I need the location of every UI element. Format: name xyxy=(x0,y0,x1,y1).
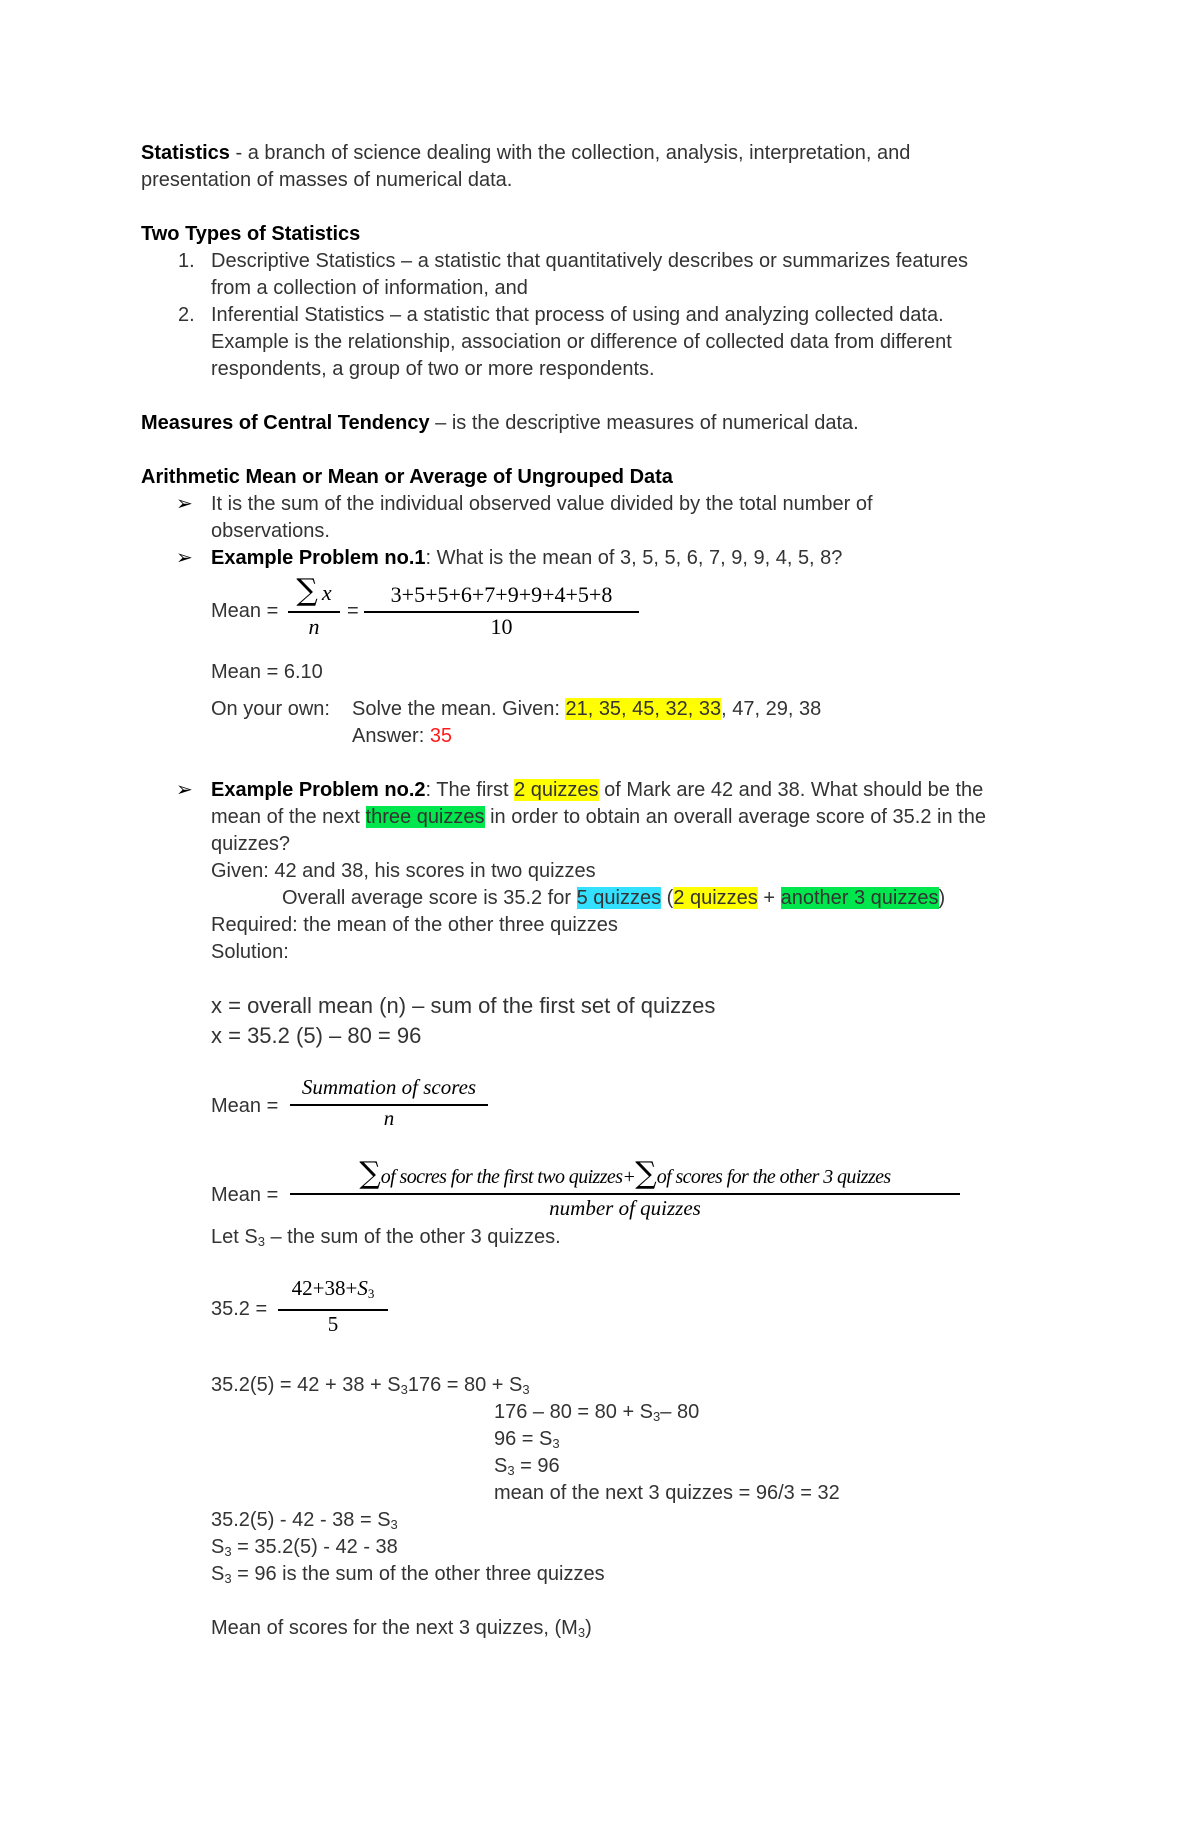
highlighted-phrase: 2 quizzes xyxy=(514,779,599,801)
fraction-bar xyxy=(288,611,340,613)
subscript: 3 xyxy=(653,1409,661,1424)
arrow-bullet-icon: ➢ xyxy=(176,493,193,515)
x-equation-2: x = 35.2 (5) – 80 = 96 xyxy=(211,1023,422,1048)
example-1-denominator: 10 xyxy=(490,614,513,639)
example-2-text: : The first xyxy=(425,779,515,801)
example-1-line xyxy=(211,545,842,572)
fraction-bar xyxy=(278,1309,388,1311)
types-heading: Two Types of Statistics xyxy=(141,223,361,245)
example-1-numerator-wrap xyxy=(364,582,639,608)
equation-left: 35.2 = xyxy=(211,1298,268,1320)
work-text: = 96 xyxy=(514,1455,560,1477)
summation-icon: ∑ xyxy=(635,1156,657,1191)
overall-text: Overall average score is 35.2 for xyxy=(282,887,577,909)
equation-denominator: 5 xyxy=(327,1312,339,1336)
long-denominator: number of quizzes xyxy=(549,1196,701,1220)
example-1-label: Example Problem no.1 xyxy=(211,547,426,569)
example-2-line-1 xyxy=(211,777,983,804)
intro-line-1 xyxy=(141,140,910,167)
summation-icon: ∑ xyxy=(296,573,318,608)
summation-denominator-wrap xyxy=(290,1106,488,1131)
subscript: 3 xyxy=(577,1625,586,1640)
s-variable: S xyxy=(357,1276,368,1300)
subscript: 3 xyxy=(367,1286,375,1301)
let-text: – the sum of the other 3 quizzes. xyxy=(264,1226,561,1248)
work-text: = 96 is the sum of the other three quizzes xyxy=(231,1563,605,1585)
bullet-1-line-1: It is the sum of the individual observed value divided by the total number of xyxy=(211,493,873,515)
work-text: = 35.2(5) - 42 - 38 xyxy=(231,1536,398,1558)
example-1-text: : What is the mean of 3, 5, 5, 6, 7, 9, 9, 4, 5, 8? xyxy=(425,547,843,569)
highlighted-phrase: another 3 quizzes xyxy=(780,887,939,909)
mean-label: Mean = xyxy=(211,1095,279,1117)
work-text: Mean of scores for the next 3 quizzes, (M xyxy=(211,1617,578,1639)
subscript: 3 xyxy=(507,1463,515,1478)
n-variable: n xyxy=(383,1106,395,1130)
highlighted-phrase: three quizzes xyxy=(365,806,485,828)
central-tendency-line xyxy=(141,410,859,437)
work-text: S xyxy=(211,1563,225,1585)
on-your-own-label: On your own: xyxy=(211,698,330,720)
list-item-2-line-2: Example is the relationship, association or difference of collected data from different xyxy=(211,331,952,353)
fraction-bar xyxy=(290,1193,960,1195)
example-2-line-3: quizzes? xyxy=(211,833,290,855)
subscript: 3 xyxy=(400,1382,408,1397)
summation-numerator-wrap xyxy=(290,1075,488,1100)
x-variable: x xyxy=(321,580,332,605)
x-equation-1: x = overall mean (n) – sum of the first set of quizzes xyxy=(211,993,716,1018)
summation-icon: ∑ xyxy=(359,1156,381,1191)
n-variable: n xyxy=(308,614,320,639)
example-2-line-2 xyxy=(211,804,986,831)
work-text: S xyxy=(211,1536,225,1558)
remaining-values: , 47, 29, 38 xyxy=(721,698,822,720)
solution-label: Solution: xyxy=(211,941,289,963)
intro-line-2: presentation of masses of numerical data. xyxy=(141,169,513,191)
subscript: 3 xyxy=(522,1382,530,1397)
example-2-text: mean of the next xyxy=(211,806,366,828)
highlighted-phrase: 5 quizzes xyxy=(576,887,662,909)
work-text: 35.2(5) = 42 + 38 + S xyxy=(211,1374,401,1396)
overall-text: ( xyxy=(661,887,674,909)
equation-numerator-text: 42+38+ xyxy=(291,1276,358,1300)
overall-line xyxy=(282,885,945,912)
statistics-term: Statistics xyxy=(141,142,230,164)
statistics-definition: - a branch of science dealing with the collection, analysis, interpretation, and xyxy=(229,142,911,164)
example-1-numerator: 3+5+5+6+7+9+9+4+5+8 xyxy=(390,582,613,607)
overall-text: + xyxy=(757,887,781,909)
arithmetic-mean-heading: Arithmetic Mean or Mean or Average of Ungrouped Data xyxy=(141,466,673,488)
list-number-2: 2. xyxy=(178,304,195,326)
arrow-bullet-icon: ➢ xyxy=(176,547,193,569)
on-your-own-line xyxy=(352,696,821,723)
central-tendency-definition: – is the descriptive measures of numerical data. xyxy=(429,412,859,434)
work-line-5: mean of the next 3 quizzes = 96/3 = 32 xyxy=(494,1482,840,1504)
let-s3-line xyxy=(211,1224,561,1255)
example-2-label: Example Problem no.2 xyxy=(211,779,426,801)
work-text: S xyxy=(494,1455,508,1477)
work-line-1 xyxy=(211,1372,530,1403)
other-three-sum-text: of scores for the other 3 quizzes xyxy=(656,1166,891,1188)
highlighted-phrase: 2 quizzes xyxy=(673,887,758,909)
list-item-1-line-1: Descriptive Statistics – a statistic that quantitatively describes or summarizes features xyxy=(211,250,968,272)
list-item-2-line-1: Inferential Statistics – a statistic that process of using and analyzing collected data. xyxy=(211,304,944,326)
list-item-2-line-3: respondents, a group of two or more respondents. xyxy=(211,358,655,380)
on-your-own-text: Solve the mean. Given: xyxy=(352,698,566,720)
subscript: 3 xyxy=(390,1517,398,1532)
equation-denominator-wrap xyxy=(278,1312,388,1337)
equation-numerator xyxy=(278,1276,388,1302)
work-text: 96 = S xyxy=(494,1428,553,1450)
mean-label: Mean = xyxy=(211,1184,279,1206)
answer-value: 35 xyxy=(429,725,453,747)
central-tendency-term: Measures of Central Tendency xyxy=(141,412,430,434)
subscript: 3 xyxy=(552,1436,560,1451)
long-denominator-wrap xyxy=(290,1196,960,1221)
example-2-text: in order to obtain an overall average score of 35.2 in the xyxy=(484,806,986,828)
subscript: 3 xyxy=(257,1234,265,1249)
n-denominator-wrap xyxy=(288,614,340,640)
long-numerator xyxy=(290,1156,960,1191)
work-text: – 80 xyxy=(660,1401,700,1423)
work-line-8 xyxy=(211,1561,605,1592)
example-1-result: Mean = 6.10 xyxy=(211,661,323,683)
first-two-sum-text: of socres for the first two quizzes+ xyxy=(380,1166,636,1188)
summation-numerator: Summation of scores xyxy=(301,1075,477,1099)
work-text: 35.2(5) - 42 - 38 = S xyxy=(211,1509,391,1531)
required-line: Required: the mean of the other three quizzes xyxy=(211,914,618,936)
subscript: 3 xyxy=(224,1544,232,1559)
example-1-denominator-wrap xyxy=(364,614,639,640)
work-text: ) xyxy=(585,1617,592,1639)
arrow-bullet-icon: ➢ xyxy=(176,779,193,801)
work-text: 176 = 80 + S xyxy=(407,1374,523,1396)
answer-line xyxy=(352,723,452,750)
mean-formula-fraction xyxy=(288,574,340,608)
let-text: Let S xyxy=(211,1226,258,1248)
list-number-1: 1. xyxy=(178,250,195,272)
equals-sign: = xyxy=(347,600,359,622)
work-line-9 xyxy=(211,1615,592,1646)
answer-label: Answer: xyxy=(352,725,430,747)
overall-text: ) xyxy=(938,887,946,909)
mean-label: Mean = xyxy=(211,600,279,622)
bullet-1-line-2: observations. xyxy=(211,520,330,542)
work-text: 176 – 80 = 80 + S xyxy=(494,1401,654,1423)
given-line: Given: 42 and 38, his scores in two quizzes xyxy=(211,860,596,882)
subscript: 3 xyxy=(224,1571,232,1586)
fraction-bar xyxy=(364,611,639,613)
highlighted-values: 21, 35, 45, 32, 33 xyxy=(565,698,722,720)
list-item-1-line-2: from a collection of information, and xyxy=(211,277,528,299)
example-2-text: of Mark are 42 and 38. What should be the xyxy=(598,779,984,801)
